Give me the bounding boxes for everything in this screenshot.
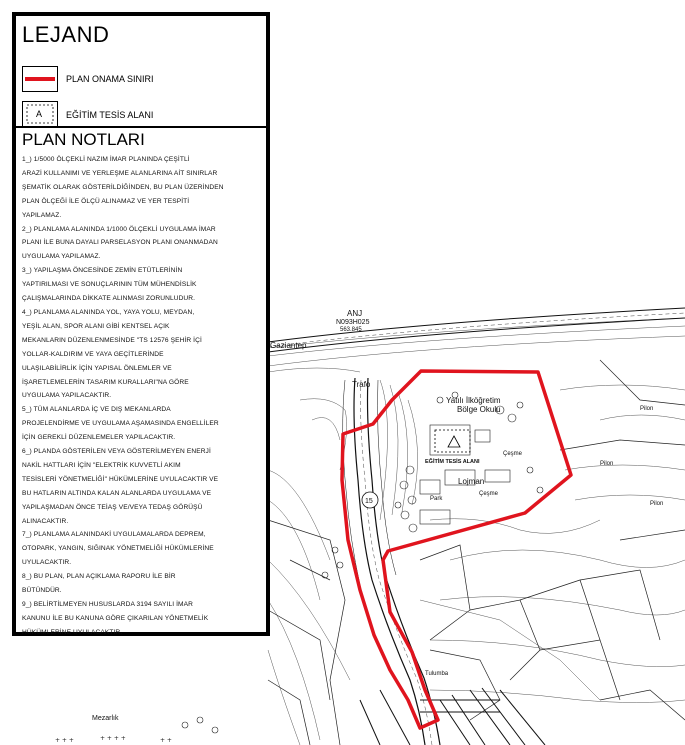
label-school-1: Yatılı İlköğretim bbox=[446, 396, 501, 405]
plan-note-line: ÇALIŞMALARINDA DİKKATE ALINMASI ZORUNLUDUR. bbox=[22, 295, 196, 303]
plan-note-line: HÜKÜMLERİNE UYULACAKTIR. bbox=[22, 628, 123, 636]
label-road-to: Gaziantep bbox=[270, 341, 307, 350]
cemetery-symbols bbox=[55, 735, 172, 744]
plan-note-line: YAPTIRILMASI VE SONUÇLARININ TÜM MÜHENDİSLİK bbox=[22, 281, 197, 289]
plan-note-line: 8_) BU PLAN, PLAN AÇIKLAMA RAPORU İLE BİR bbox=[22, 573, 176, 581]
plan-note-line: ARAZİ KULLANIMI VE YERLEŞME ALANLARINA AİT SINIRLAR bbox=[22, 169, 218, 177]
plan-note-line: YAPILAŞMADAN ÖNCE TEİAŞ VE/VEYA TEDAŞ GÖRÜŞÜ bbox=[22, 503, 203, 511]
south-roads bbox=[360, 688, 545, 745]
label-trafo: Trafo bbox=[352, 380, 371, 389]
education-facility-area bbox=[435, 430, 470, 452]
plan-note-line: NAKİL HATTLARI İÇİN "ELEKTRİK KUVVETLİ AKIM bbox=[22, 461, 181, 469]
label-anj-elev: 563.845 bbox=[340, 327, 362, 333]
plan-note-line: 6_) PLANDA GÖSTERİLEN VEYA GÖSTERİLMEYEN ENERJİ bbox=[22, 448, 211, 456]
plan-note-line: 9_) BELİRTİLMEYEN HUSUSLARDA 3194 SAYILI İMAR bbox=[22, 601, 193, 608]
plan-note-line: UYGULAMA YAPILACAKTIR. bbox=[22, 392, 112, 400]
label-facility: EĞİTİM TESİS ALANI bbox=[425, 459, 480, 465]
svg-text:+ + + +: + + + + bbox=[100, 735, 126, 742]
svg-text:+ +: + + bbox=[160, 737, 172, 744]
legend-label-boundary: PLAN ONAMA SINIRI bbox=[66, 74, 154, 84]
plan-note-line: PLANI İLE BUNA DAYALI PARSELASYON PLANI ONANMADAN bbox=[22, 239, 218, 247]
plan-note-line: 1_) 1/5000 ÖLÇEKLİ NAZIM İMAR PLANINDA ÇEŞİTLİ bbox=[22, 156, 190, 163]
plan-note-line: 2_) PLANLAMA ALANINDA 1/1000 ÖLÇEKLİ UYGULAMA İMAR bbox=[22, 225, 216, 233]
plan-note-line: 5_) TÜM ALANLARDA İÇ VE DIŞ MEKANLARDA bbox=[22, 406, 171, 414]
plan-note-line: MEKANLARIN DÜZENLENMESİNDE "TS 12576 ŞEHİR İÇİ bbox=[22, 336, 202, 344]
plan-note-line: ALINACAKTIR. bbox=[22, 517, 69, 525]
plan-note-line: YEŞİL ALAN, SPOR ALANI GİBİ KENTSEL AÇIK bbox=[22, 322, 170, 330]
plan-note-line: PROJELENDİRME VE UYGULAMA AŞAMASINDA ENGELLİLER bbox=[22, 420, 219, 428]
plan-note-line: OTOPARK, YANGIN, SIĞINAK YÖNETMELİĞİ HÜKÜMLERİNE bbox=[22, 545, 214, 553]
svg-text:+ + +: + + + bbox=[55, 737, 74, 744]
plan-note-line: UYGULAMA YAPILAMAZ. bbox=[22, 253, 101, 261]
label-mezarlik: Mezarlık bbox=[92, 715, 119, 722]
plan-approval-boundary bbox=[342, 371, 571, 728]
label-anj-code: N093H025 bbox=[336, 319, 370, 326]
plan-note-line: PLAN ÖLÇEĞİ İLE ÖLÇÜ ALINAMAZ VE YER TESPİTİ bbox=[22, 197, 190, 205]
edu-symbol-letter: A bbox=[36, 109, 43, 119]
plan-note-line: KANUNU İLE BU KANUNA GÖRE ÇIKARILAN YÖNETMELİK bbox=[22, 614, 209, 622]
label-park: Park bbox=[430, 496, 443, 502]
plan-notes-list bbox=[22, 153, 260, 640]
plan-note-line: UYULACAKTIR. bbox=[22, 559, 72, 567]
parcel-lines bbox=[268, 360, 685, 745]
plan-note-line: ULAŞILABİLİRLİK İÇİN YAPISAL ÖNLEMLER VE bbox=[22, 364, 172, 372]
plan-note-line: YOLLAR-KALDIRIM VE YAYA GEÇİTLERİNDE bbox=[22, 350, 164, 358]
label-anj: ANJ bbox=[347, 309, 363, 318]
plan-note-line: BÜTÜNDÜR. bbox=[22, 587, 62, 595]
label-pilon-3: Pilon bbox=[650, 501, 664, 507]
legend-label-education: EĞİTİM TESİS ALANI bbox=[66, 110, 154, 120]
plan-note-line: YAPILAMAZ. bbox=[22, 211, 62, 219]
label-cesme-1: Çeşme bbox=[503, 451, 523, 457]
label-road-no: 15 bbox=[365, 498, 373, 505]
plan-notes-title: PLAN NOTLARI bbox=[22, 130, 145, 149]
plan-boundary-line-icon bbox=[22, 66, 58, 92]
plan-note-line: BU HATLARIN ALTINDA KALAN ALANLARDA UYGULAMA VE bbox=[22, 489, 212, 497]
highway bbox=[268, 308, 685, 352]
legend-title: LEJAND bbox=[22, 22, 110, 47]
plan-note-line: TESİSLERİ YÖNETMELİĞİ" HÜKÜMLERİNE UYULACAKTIR VE bbox=[22, 475, 219, 483]
label-logman: Lojman bbox=[458, 477, 485, 486]
label-tulumba: Tulumba bbox=[425, 671, 449, 677]
label-pilon-1: Pilon bbox=[640, 406, 654, 412]
plan-note-line: 3_) YAPILAŞMA ÖNCESİNDE ZEMİN ETÜTLERİNİN bbox=[22, 267, 183, 275]
label-cesme-2: Çeşme bbox=[479, 491, 499, 497]
plan-note-line: ŞEMATİK OLARAK GÖSTERİLDİĞİNDEN, BU PLAN ÜZERİNDEN bbox=[22, 183, 224, 191]
plan-note-line: 7_) PLANLAMA ALANINDAKİ UYGULAMALARDA DEPREM, bbox=[22, 531, 206, 539]
plan-note-line: İŞARETLEMELERİN TASARIM KURALLARI"NA GÖRE bbox=[22, 378, 189, 386]
plan-note-line: 4_) PLANLAMA ALANINDA YOL, YAYA YOLU, MEYDAN, bbox=[22, 308, 195, 316]
plan-note-line: İÇİN GEREKLİ DÜZENLEMELER YAPILACAKTIR. bbox=[22, 434, 176, 442]
education-facility-area-icon bbox=[22, 101, 58, 127]
label-pilon-2: Pilon bbox=[600, 461, 614, 467]
legend-panel bbox=[12, 12, 270, 636]
label-school-2: Bölge Okulu bbox=[457, 405, 501, 414]
legend-divider bbox=[16, 126, 266, 128]
